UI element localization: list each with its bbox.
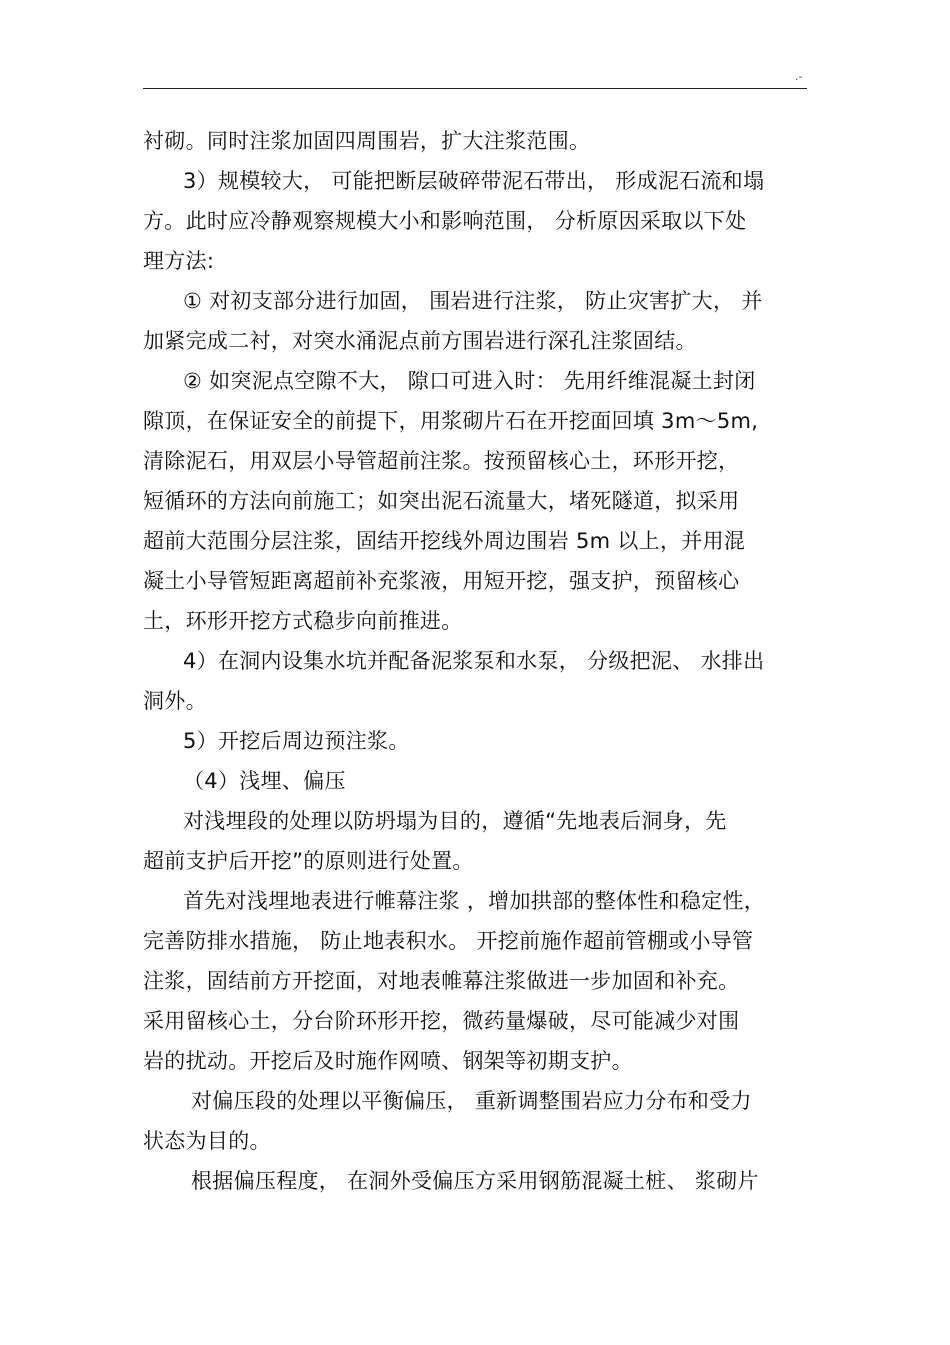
header-mark: .- xyxy=(795,70,803,83)
section-heading: （4）浅埋、偏压 xyxy=(183,769,346,793)
text-line: 清除泥石，用双层小导管超前注浆。按预留核心土，环形开挖， xyxy=(143,449,740,473)
text-line: 加紧完成二衬，对突水涌泥点前方围岩进行深孔注浆固结。 xyxy=(143,329,697,353)
text-line: 土，环形开挖方式稳步向前推进。 xyxy=(143,609,463,633)
text-line: 凝土小导管短距离超前补充浆液，用短开挖，强支护，预留核心 xyxy=(143,569,740,593)
text-line: 理方法: xyxy=(143,249,215,273)
text-line: 岩的扰动。开挖后及时施作网喷、钢架等初期支护。 xyxy=(143,1049,633,1073)
text-line: 首先对浅埋地表进行帷幕注浆 ，增加拱部的整体性和稳定性， xyxy=(183,889,766,913)
text-line: 完善防排水措施， 防止地表积水。 开挖前施作超前管棚或小导管 xyxy=(143,929,754,953)
text-line: ② 如突泥点空隙不大， 隙口可进入时： 先用纤维混凝土封闭 xyxy=(183,369,756,393)
text-line: 对偏压段的处理以平衡偏压， 重新调整围岩应力分布和受力 xyxy=(191,1089,752,1113)
text-line: ① 对初支部分进行加固， 围岩进行注浆， 防止灾害扩大， 并 xyxy=(183,289,763,313)
text-line: 注浆，固结前方开挖面，对地表帷幕注浆做进一步加固和补充。 xyxy=(143,969,740,993)
text-line: 对浅埋段的处理以防坍塌为目的，遵循“先地表后洞身，先 xyxy=(183,809,727,833)
text-line: 洞外。 xyxy=(143,689,207,713)
header-rule xyxy=(143,88,807,89)
text-line: 根据偏压程度， 在洞外受偏压方采用钢筋混凝土桩、 浆砌片 xyxy=(191,1169,759,1193)
text-line: 方。此时应冷静观察规模大小和影响范围， 分析原因采取以下处 xyxy=(143,209,747,233)
text-line: 状态为目的。 xyxy=(143,1129,271,1153)
text-line: 短循环的方法向前施工；如突出泥石流量大，堵死隧道，拟采用 xyxy=(143,489,740,513)
text-line: 超前大范围分层注浆，固结开挖线外周边围岩 5m 以上，并用混 xyxy=(143,529,746,553)
text-line: 3）规模较大， 可能把断层破碎带泥石带出， 形成泥石流和塌 xyxy=(183,169,765,193)
text-line: 4）在洞内设集水坑并配备泥浆泵和水泵， 分级把泥、 水排出 xyxy=(183,649,765,673)
text-line: 超前支护后开挖”的原则进行处置。 xyxy=(143,849,474,873)
text-line: 衬砌。同时注浆加固四周围岩，扩大注浆范围。 xyxy=(143,129,591,153)
text-line: 5）开挖后周边预注浆。 xyxy=(183,729,410,753)
text-line: 隙顶，在保证安全的前提下，用浆砌片石在开挖面回填 3m～5m, xyxy=(143,409,759,433)
text-line: 采用留核心土，分台阶环形开挖，微药量爆破，尽可能减少对围 xyxy=(143,1009,740,1033)
